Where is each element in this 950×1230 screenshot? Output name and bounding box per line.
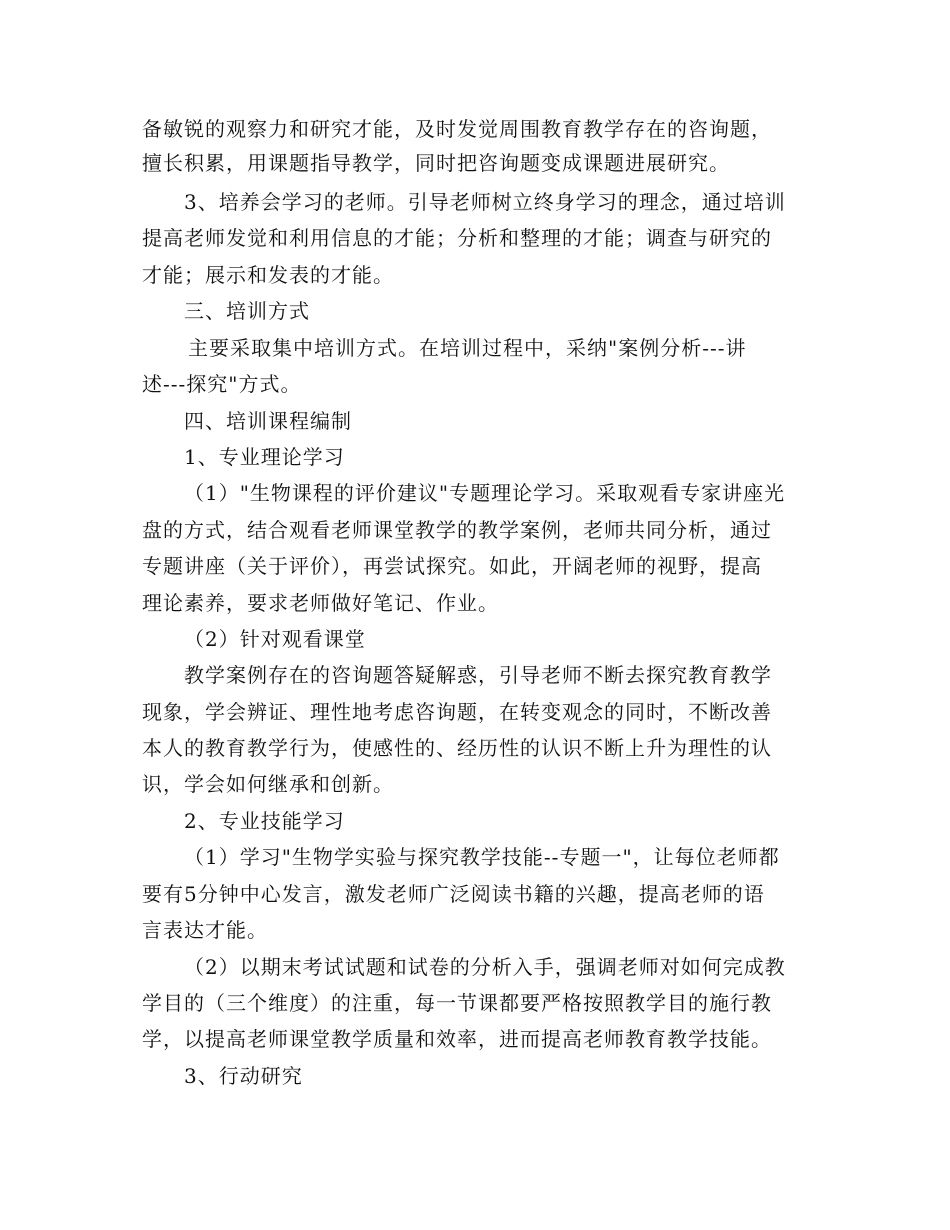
- text-line: 现象，学会辨证、理性地考虑咨询题，在转变观念的同时，不断改善: [142, 700, 772, 724]
- section-heading: 三、培训方式: [184, 299, 310, 323]
- subsection-heading: 3、行动研究: [184, 1064, 303, 1088]
- text-line: 3、培养会学习的老师。引导老师树立终身学习的理念，通过培训: [184, 190, 786, 214]
- text-line: 理论素养，要求老师做好笔记、作业。: [142, 591, 499, 615]
- text-line: 专题讲座（关于评价），再尝试探究。如此，开阔老师的视野，提高: [142, 554, 762, 578]
- text-line: （2）以期末考试试题和试卷的分析入手，强调老师对如何完成教: [184, 955, 786, 979]
- text-line: 盘的方式，结合观看老师课堂教学的教学案例，老师共同分析，通过: [142, 518, 772, 542]
- text-line: 言表达才能。: [142, 918, 268, 942]
- text-line: 学，以提高老师课堂教学质量和效率，进而提高老师教育教学技能。: [142, 1027, 772, 1051]
- text-line: 才能；展示和发表的才能。: [142, 263, 394, 287]
- text-line: 主要采取集中培训方式。在培训过程中，采纳"案例分析---讲: [188, 336, 747, 360]
- text-line: 学目的（三个维度）的注重，每一节课都要严格按照教学目的施行教: [142, 991, 772, 1015]
- text-line: 述---探究"方式。: [142, 372, 302, 396]
- section-heading: 四、培训课程编制: [184, 409, 352, 433]
- text-line: 教学案例存在的咨询题答疑解惑，引导老师不断去探究教育教学: [184, 663, 772, 687]
- text-line: 擅长积累，用课题指导教学，同时把咨询题变成课题进展研究。: [142, 151, 730, 175]
- text-line: 本人的教育教学行为，使感性的、经历性的认识不断上升为理性的认: [142, 736, 772, 760]
- text-line: （1）"生物课程的评价建议"专题理论学习。采取观看专家讲座光: [184, 481, 786, 505]
- subsection-heading: 1、专业理论学习: [184, 445, 345, 469]
- subsection-heading: 2、专业技能学习: [184, 809, 345, 833]
- text-line: 备敏锐的观察力和研究才能，及时发觉周围教育教学存在的咨询题，: [142, 117, 772, 141]
- text-line: 识，学会如何继承和创新。: [142, 772, 394, 796]
- text-line: （1）学习"生物学实验与探究教学技能--专题一"，让每位老师都: [184, 845, 780, 869]
- text-line: 要有5分钟中心发言，激发老师广泛阅读书籍的兴趣，提高老师的语: [142, 882, 765, 906]
- text-line: （2）针对观看课堂: [184, 627, 366, 651]
- text-line: 提高老师发觉和利用信息的才能；分析和整理的才能；调查与研究的: [142, 226, 772, 250]
